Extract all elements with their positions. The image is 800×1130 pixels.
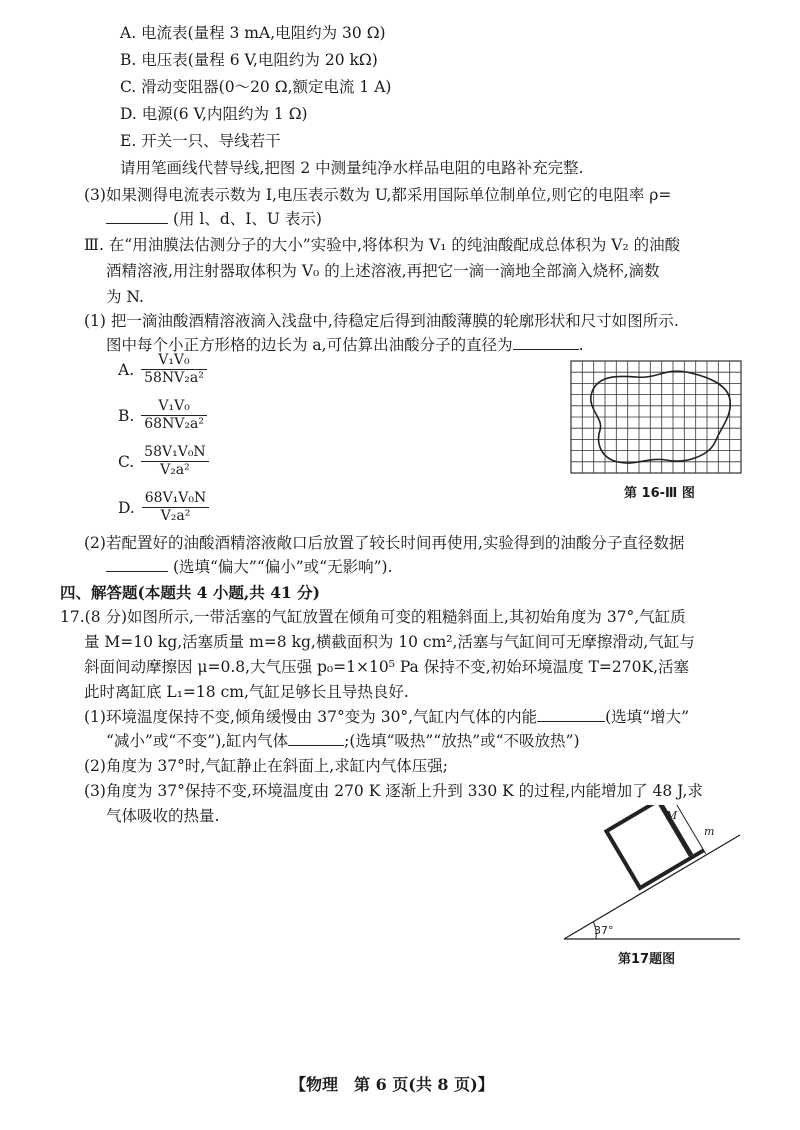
- oil-film-grid-figure: [570, 360, 742, 474]
- option-d: [118, 490, 209, 525]
- q17-sub3-line2: 气体吸收的热量.: [106, 807, 220, 825]
- option-label: C.: [118, 452, 135, 471]
- cylinder-body: [606, 805, 703, 888]
- fraction-numerator: 58V₁V₀N: [141, 444, 209, 462]
- fraction-denominator: 68NV₂a²: [144, 416, 205, 432]
- answer-blank: [106, 557, 168, 572]
- angle-label: 37°: [594, 924, 614, 937]
- option-label: A.: [118, 360, 135, 379]
- q17-sub1-text-a: (1)环境温度保持不变,倾角缓慢由 37°变为 30°,气缸内气体的内能: [84, 708, 538, 726]
- answer-blank: [106, 209, 168, 224]
- q17-sub1-line2: [106, 730, 580, 752]
- piston-mass-label: m: [704, 825, 715, 838]
- answer-blank: [537, 707, 605, 722]
- cylinder-mass-label: M: [666, 809, 678, 822]
- part3-q1-line2: 图中每个小正方形格的边长为 a,可估算出油酸分子的直径为 .: [106, 336, 584, 354]
- part3-intro-line3: 为 N.: [106, 288, 144, 306]
- q3-line1: (3)如果测得电流表示数为 I,电压表示数为 U,都采用国际单位制单位,则它的电阻率 ρ=: [84, 186, 672, 204]
- q17-sub1-text-c: “减小”或“不变”),缸内气体: [106, 732, 289, 750]
- part3-q1-line2-text: 图中每个小正方形格的边长为 a,可估算出油酸分子的直径为: [106, 336, 513, 354]
- fraction-numerator: V₁V₀: [141, 352, 207, 370]
- section-4-heading: 四、解答题(本题共 4 小题,共 41 分): [60, 583, 321, 602]
- q17-sub1-text-d: ;(选填“吸热”“放热”或“不吸放热”): [344, 732, 580, 750]
- q17-line1: 17.(8 分)如图所示,一带活塞的气缸放置在倾角可变的粗糙斜面上,其初始角度为 37°,气缸质: [60, 608, 686, 626]
- q17-line3: 斜面间动摩擦因 μ=0.8,大气压强 p₀=1×10⁵ Pa 保持不变,初始环境温度 T=270K,活塞: [84, 658, 690, 676]
- part3-q2-line2: [106, 556, 393, 578]
- grid-lines: [571, 361, 741, 473]
- fraction-numerator: 68V₁V₀N: [142, 490, 210, 508]
- fraction-numerator: V₁V₀: [141, 398, 207, 416]
- figure-16-3-caption: 第 16-Ⅲ 图: [624, 486, 695, 501]
- option-fraction: [141, 444, 209, 479]
- equipment-c: C. 滑动变阻器(0～20 Ω,额定电流 1 A): [120, 78, 392, 96]
- option-fraction: [142, 490, 210, 525]
- circuit-instruction: 请用笔画线代替导线,把图 2 中测量纯净水样品电阻的电路补充完整.: [120, 159, 584, 177]
- q17-line2: 量 M=10 kg,活塞质量 m=8 kg,横截面积为 10 cm²,活塞与气缸间可无摩擦滑动,气缸与: [84, 633, 695, 651]
- fraction-denominator: 58NV₂a²: [144, 370, 204, 386]
- q17-sub1-text-b: (选填“增大”: [605, 708, 690, 726]
- option-fraction: [141, 352, 207, 387]
- q17-line4: 此时离缸底 L₁=18 cm,气缸足够长且导热良好.: [84, 683, 409, 701]
- fraction-denominator: V₂a²: [160, 462, 190, 478]
- equipment-a: A. 电流表(量程 3 mA,电阻约为 30 Ω): [120, 24, 386, 42]
- option-label: B.: [118, 406, 135, 425]
- option-b: [118, 398, 207, 433]
- part3-intro-line2: 酒精溶液,用注射器取体积为 V₀ 的上述溶液,再把它一滴一滴地全部滴入烧杯,滴数: [106, 262, 660, 280]
- cylinder-group: [604, 805, 705, 891]
- incline-line: [564, 835, 740, 939]
- page-footer: 【物理 第 6 页(共 8 页)】: [290, 1075, 494, 1094]
- option-a: [118, 352, 207, 387]
- q3-line2: [106, 208, 322, 230]
- fraction-denominator: V₂a²: [160, 508, 191, 524]
- equipment-d: D. 电源(6 V,内阻约为 1 Ω): [120, 105, 308, 123]
- part3-q2-line1: (2)若配置好的油酸酒精溶液敞口后放置了较长时间再使用,实验得到的油酸分子直径数据: [84, 534, 685, 552]
- q17-sub3-line1: (3)角度为 37°保持不变,环境温度由 270 K 逐渐上升到 330 K 的过程,内能增加了 48 J,求: [84, 782, 703, 800]
- equipment-e: E. 开关一只、导线若干: [120, 132, 281, 150]
- part3-q1-line1: (1) 把一滴油酸酒精溶液滴入浅盘中,待稳定后得到油酸薄膜的轮廓形状和尺寸如图所示.: [84, 312, 679, 330]
- part3-intro-line1: Ⅲ. 在“用油膜法估测分子的大小”实验中,将体积为 V₁ 的纯油酸配成总体积为 V₂ 的油酸: [84, 236, 681, 254]
- q17-sub2: (2)角度为 37°时,气缸静止在斜面上,求缸内气体压强;: [84, 757, 448, 775]
- option-fraction: [141, 398, 207, 433]
- answer-blank: [513, 335, 579, 350]
- q17-sub1-line1: [84, 706, 689, 728]
- option-c: [118, 444, 209, 479]
- part3-q2-line2-text: (选填“偏大”“偏小”或“无影响”).: [172, 558, 393, 576]
- option-label: D.: [118, 498, 135, 517]
- q3-line2-text: (用 l、d、I、U 表示): [172, 210, 322, 228]
- figure-17-caption: 第17题图: [618, 952, 676, 967]
- equipment-b: B. 电压表(量程 6 V,电阻约为 20 kΩ): [120, 51, 378, 69]
- incline-cylinder-figure: [556, 805, 746, 945]
- answer-blank: [288, 731, 344, 746]
